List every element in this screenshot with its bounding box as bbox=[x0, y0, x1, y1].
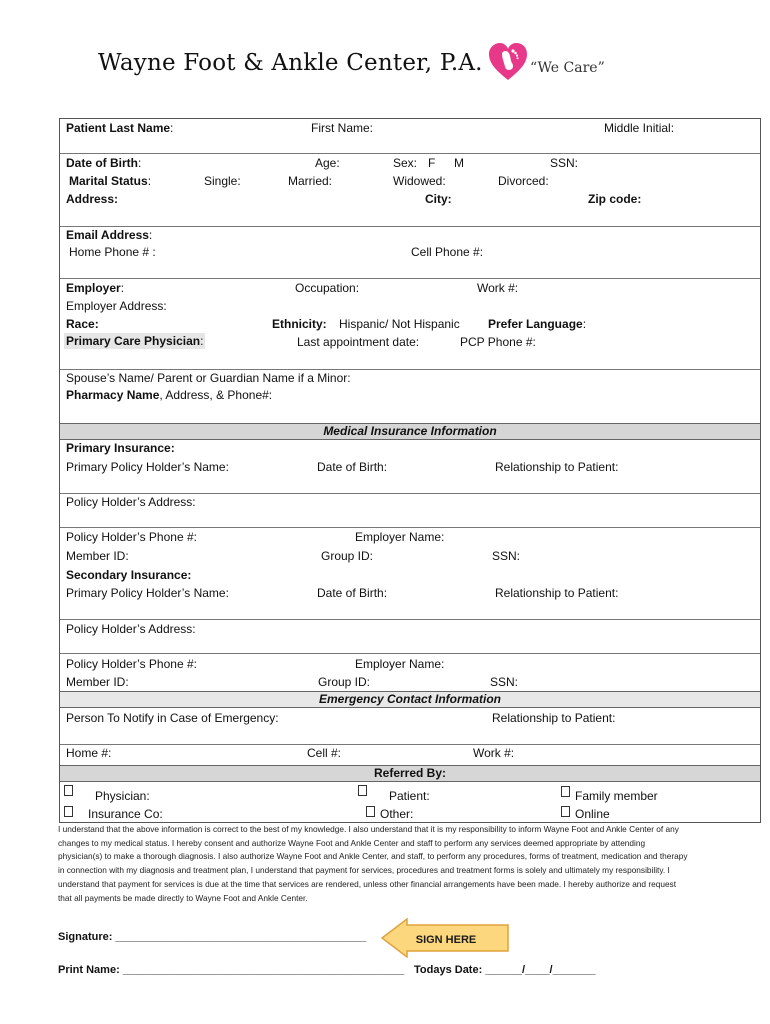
tagline: “We Care” bbox=[530, 60, 605, 76]
insurance-co-checkbox[interactable] bbox=[64, 806, 73, 817]
emergency-cell-phone-field[interactable]: Cell #: bbox=[307, 746, 342, 760]
emergency-relationship-field[interactable]: Relationship to Patient: bbox=[492, 711, 616, 725]
separator bbox=[60, 278, 760, 279]
secondary-group-id-field[interactable]: Group ID: bbox=[318, 675, 371, 689]
middle-initial-field[interactable]: Middle Initial: bbox=[604, 121, 675, 135]
other-option-label: Other: bbox=[380, 807, 414, 821]
primary-insurance-label: Primary Insurance: bbox=[66, 441, 175, 455]
signature-line[interactable]: Signature: _________________________________________ bbox=[58, 931, 367, 943]
secondary-holder-phone-field[interactable]: Policy Holder’s Phone #: bbox=[66, 657, 197, 671]
secondary-holder-name-field[interactable]: Primary Policy Holder’s Name: bbox=[66, 586, 229, 600]
referral-section-header bbox=[60, 765, 760, 782]
married-option[interactable]: Married: bbox=[288, 174, 333, 188]
primary-employer-name-field[interactable]: Employer Name: bbox=[355, 530, 445, 544]
race-field[interactable]: Race: bbox=[66, 317, 99, 331]
dob-field[interactable]: Date of Birth: bbox=[66, 156, 142, 170]
separator bbox=[60, 153, 760, 154]
city-field[interactable]: City: bbox=[425, 192, 452, 206]
primary-holder-name-field[interactable]: Primary Policy Holder’s Name: bbox=[66, 460, 229, 474]
heart-foot-logo-icon bbox=[487, 42, 529, 82]
secondary-holder-dob-field[interactable]: Date of Birth: bbox=[317, 586, 388, 600]
sex-label: Sex: bbox=[393, 156, 418, 170]
family-member-checkbox[interactable] bbox=[561, 786, 570, 797]
secondary-relationship-field[interactable]: Relationship to Patient: bbox=[495, 586, 619, 600]
primary-group-id-field[interactable]: Group ID: bbox=[321, 549, 374, 563]
secondary-member-id-field[interactable]: Member ID: bbox=[66, 675, 129, 689]
online-option-label: Online bbox=[575, 807, 610, 821]
physician-checkbox[interactable] bbox=[64, 785, 73, 796]
consent-statement: I understand that the above information is correct to the best of my knowledge. I also understand that it is my responsibility to inform Wayne Foot and Ankle Center of any changes to my medical status. I hereby consent and authorize Wayne Foot and Ankle Center and staff to perform any services deemed appropriate by attending physician(s) to make a thorough diagnosis. I also authorize Wayne Foot and Ankle Center, and staff, to perform any procedures, forms of treatment, medication and therapy in connection with my diagnosis and treatment plan, I understand that payment for services, procedures and treatment forms is solely and ultimately my responsibility. I understand that payment for services is due at the time that services are rendered, unless other financial arrangements have been made. I hereby authorize and request that all payments be made directly to Wayne Foot and Ankle Center. bbox=[58, 824, 688, 903]
secondary-employer-name-field[interactable]: Employer Name: bbox=[355, 657, 445, 671]
section-title: Medical Insurance Information bbox=[323, 424, 497, 438]
emergency-home-phone-field[interactable]: Home #: bbox=[66, 746, 112, 760]
prefer-language-field[interactable]: Prefer Language: bbox=[488, 317, 587, 331]
online-checkbox[interactable] bbox=[561, 806, 570, 817]
zip-field[interactable]: Zip code: bbox=[588, 192, 642, 206]
occupation-field[interactable]: Occupation: bbox=[295, 281, 360, 295]
primary-ssn-field[interactable]: SSN: bbox=[492, 549, 521, 563]
ethnicity-options[interactable]: Hispanic/ Not Hispanic bbox=[339, 317, 460, 331]
todays-date-line[interactable]: Todays Date: ______/____/_______ bbox=[414, 964, 596, 976]
work-phone-field[interactable]: Work #: bbox=[477, 281, 519, 295]
separator bbox=[60, 493, 760, 494]
separator bbox=[60, 527, 760, 528]
sex-m-option[interactable]: M bbox=[454, 156, 464, 170]
ethnicity-label: Ethnicity: bbox=[272, 317, 327, 331]
separator bbox=[60, 653, 760, 654]
section-title: Referred By: bbox=[373, 766, 447, 780]
sign-here-label: SIGN HERE bbox=[415, 934, 477, 946]
patient-option-label: Patient: bbox=[389, 789, 430, 803]
age-field[interactable]: Age: bbox=[315, 156, 340, 170]
insurance-section-header bbox=[60, 423, 760, 440]
insurance-co-option-label: Insurance Co: bbox=[88, 807, 163, 821]
sex-f-option[interactable]: F bbox=[428, 156, 436, 170]
primary-relationship-field[interactable]: Relationship to Patient: bbox=[495, 460, 619, 474]
home-phone-field[interactable]: Home Phone # : bbox=[69, 245, 156, 259]
cell-phone-field[interactable]: Cell Phone #: bbox=[411, 245, 484, 259]
patient-checkbox[interactable] bbox=[358, 785, 367, 796]
primary-holder-phone-field[interactable]: Policy Holder’s Phone #: bbox=[66, 530, 197, 544]
pcp-field[interactable]: Primary Care Physician: bbox=[66, 334, 204, 348]
separator bbox=[60, 226, 760, 227]
first-name-field[interactable]: First Name: bbox=[311, 121, 374, 135]
divorced-option[interactable]: Divorced: bbox=[498, 174, 549, 188]
employer-address-field[interactable]: Employer Address: bbox=[66, 299, 167, 313]
single-option[interactable]: Single: bbox=[204, 174, 241, 188]
ssn-field[interactable]: SSN: bbox=[550, 156, 579, 170]
primary-holder-dob-field[interactable]: Date of Birth: bbox=[317, 460, 388, 474]
separator bbox=[60, 619, 760, 620]
pcp-phone-field[interactable]: PCP Phone #: bbox=[460, 335, 536, 349]
employer-field[interactable]: Employer: bbox=[66, 281, 125, 295]
secondary-holder-address-field[interactable]: Policy Holder’s Address: bbox=[66, 622, 196, 636]
last-name-field[interactable]: Patient Last Name: bbox=[66, 121, 174, 135]
emergency-work-phone-field[interactable]: Work #: bbox=[473, 746, 515, 760]
pharmacy-field[interactable]: Pharmacy Name, Address, & Phone#: bbox=[66, 388, 273, 402]
separator bbox=[60, 744, 760, 745]
primary-holder-address-field[interactable]: Policy Holder’s Address: bbox=[66, 495, 196, 509]
separator bbox=[60, 369, 760, 370]
emergency-contact-field[interactable]: Person To Notify in Case of Emergency: bbox=[66, 711, 279, 725]
spouse-guardian-field[interactable]: Spouse’s Name/ Parent or Guardian Name if a Minor: bbox=[66, 371, 351, 385]
last-appointment-field[interactable]: Last appointment date: bbox=[297, 335, 420, 349]
clinic-name: Wayne Foot & Ankle Center, P.A. bbox=[98, 50, 483, 76]
print-name-line[interactable]: Print Name: ______________________________________________ bbox=[58, 964, 405, 976]
secondary-insurance-label: Secondary Insurance: bbox=[66, 568, 192, 582]
section-title: Emergency Contact Information bbox=[318, 692, 502, 706]
other-checkbox[interactable] bbox=[366, 806, 375, 817]
address-field[interactable]: Address: bbox=[66, 192, 119, 206]
email-field[interactable]: Email Address: bbox=[66, 228, 153, 242]
physician-option-label: Physician: bbox=[95, 789, 150, 803]
primary-member-id-field[interactable]: Member ID: bbox=[66, 549, 129, 563]
widowed-option[interactable]: Widowed: bbox=[393, 174, 446, 188]
secondary-ssn-field[interactable]: SSN: bbox=[490, 675, 519, 689]
family-member-option-label: Family member bbox=[575, 789, 658, 803]
emergency-section-header bbox=[60, 691, 760, 708]
marital-status-label: Marital Status: bbox=[69, 174, 152, 188]
